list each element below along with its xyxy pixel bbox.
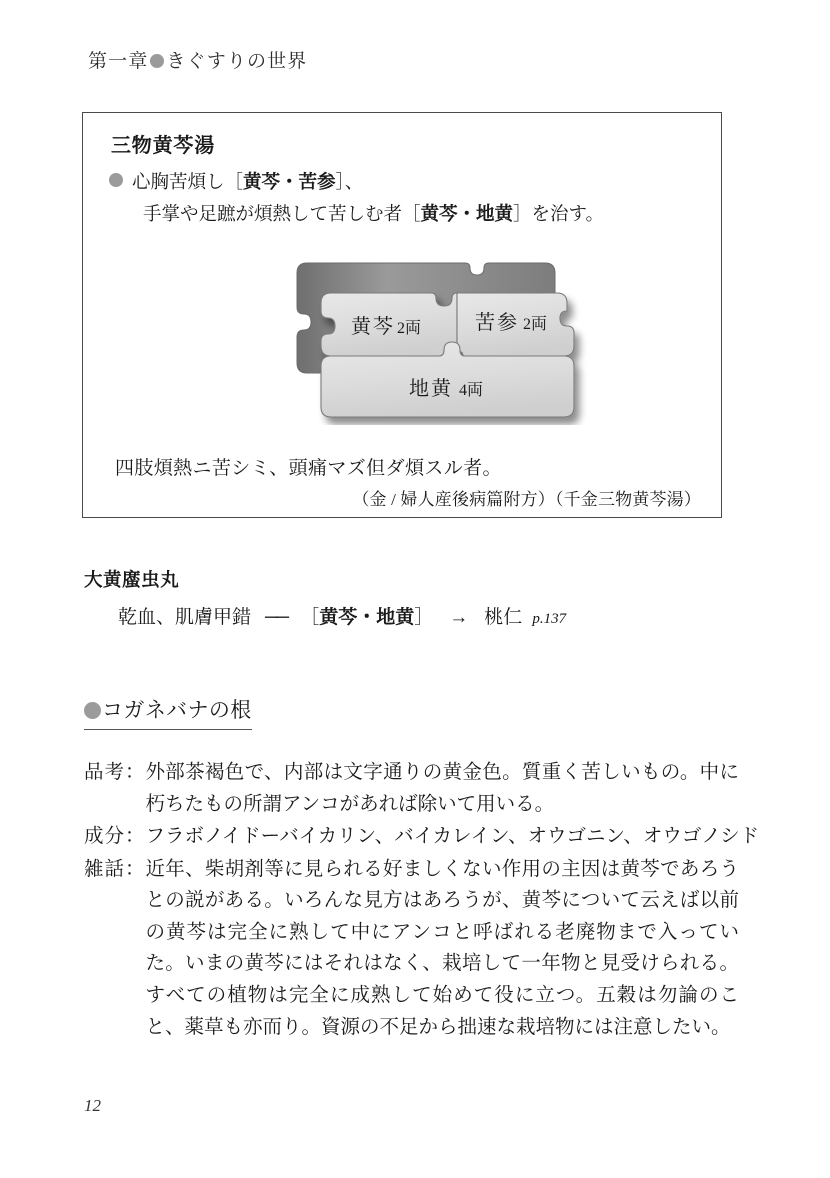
indication-line-1-herbs: 黄芩・苦参	[243, 173, 336, 193]
puzzle-diagram	[279, 245, 609, 425]
classic-source: （金 / 婦人産後病篇附方）（千金三物黄芩湯）	[352, 490, 701, 509]
dash-connector: ──	[265, 607, 287, 628]
circle-bullet-icon	[109, 173, 123, 187]
sub-formula-relation	[84, 602, 744, 629]
indication-line-2-pre: 手掌や足蹠が煩熱して苦しむ者［	[143, 205, 421, 226]
section-heading-label: コガネバナの根	[102, 698, 252, 722]
piece-label-2-name: 地黄	[409, 378, 453, 400]
circle-bullet-icon	[84, 702, 101, 719]
note-label: 品考：	[84, 762, 146, 783]
indication-line-2	[109, 199, 693, 231]
running-head-chapter: 第一章	[88, 51, 149, 72]
note-label: 雑話：	[84, 858, 146, 880]
piece-label-2-amount: 4両	[459, 382, 484, 399]
piece-label-0-amount: 2両	[397, 320, 422, 337]
formula-title: 三物黄芩湯	[111, 135, 215, 157]
circle-bullet-icon	[150, 54, 164, 68]
note-text: 近年、柴胡剤等に見られる好ましくない作用の主因は黄芩であろうとの説がある。いろんな見方はあろうが、黄芩について云えば以前の黄芩は完全に熟して中にアンコと呼ばれる老廃物まで入っていた。いまの黄芩にはそれはなく、栽培して一年物と見受けられる。すべての植物は完全に成熟して始めて役に立つ。五穀は勿論のこと、薬草も亦而り。資源の不足から拙速な栽培物には注意したい。	[145, 858, 739, 1038]
sub-formula-herbs: 黄芩・地黄	[319, 607, 415, 628]
classic-quote: 四肢煩熱ニ苦シミ、頭痛マズ但ダ煩スル者。	[115, 458, 502, 479]
running-head	[88, 46, 307, 73]
note-row	[84, 854, 739, 1043]
indication-line-1-pre: 心胸苦煩し［	[132, 173, 244, 193]
sub-formula-title: 大黄䗪虫丸	[84, 571, 180, 591]
sub-formula-symptoms: 乾血、肌膚甲錯	[118, 607, 252, 628]
formula-box	[82, 112, 722, 518]
arrow-icon: →	[449, 607, 469, 628]
note-label: 成分：	[84, 826, 146, 848]
note-text: 外部茶褐色で、内部は文字通りの黄金色。質重く苦しいもの。中に朽ちたもの所謂アンコがあれば除いて用いる。	[145, 762, 739, 815]
indication-line-1	[109, 167, 693, 199]
piece-label-1-amount: 2両	[523, 316, 548, 333]
piece-label-1-name: 苦参	[475, 312, 519, 334]
indication-line-2-herbs: 黄芩・地黄	[420, 205, 514, 226]
section-heading	[84, 694, 252, 730]
notes-block	[84, 757, 760, 1044]
sub-formula-target: 桃仁	[484, 607, 523, 628]
note-row	[84, 757, 739, 820]
piece-label-0-name: 黄芩	[351, 316, 395, 338]
indication-line-1-post: ］、	[335, 173, 364, 193]
note-row	[84, 821, 760, 853]
indication-block	[109, 167, 693, 232]
bracket-open: ［	[300, 607, 320, 628]
bracket-close: ］	[414, 607, 434, 628]
sub-formula-block	[84, 566, 744, 629]
running-head-title: きぐすりの世界	[166, 51, 308, 72]
indication-line-2-post: ］を治す。	[513, 205, 605, 226]
page-number: 12	[84, 1096, 101, 1115]
note-text: フラボノイドーバイカリン、バイカレイン、オウゴニン、オウゴノシド	[145, 826, 760, 848]
page-reference[interactable]: p.137	[532, 611, 567, 627]
